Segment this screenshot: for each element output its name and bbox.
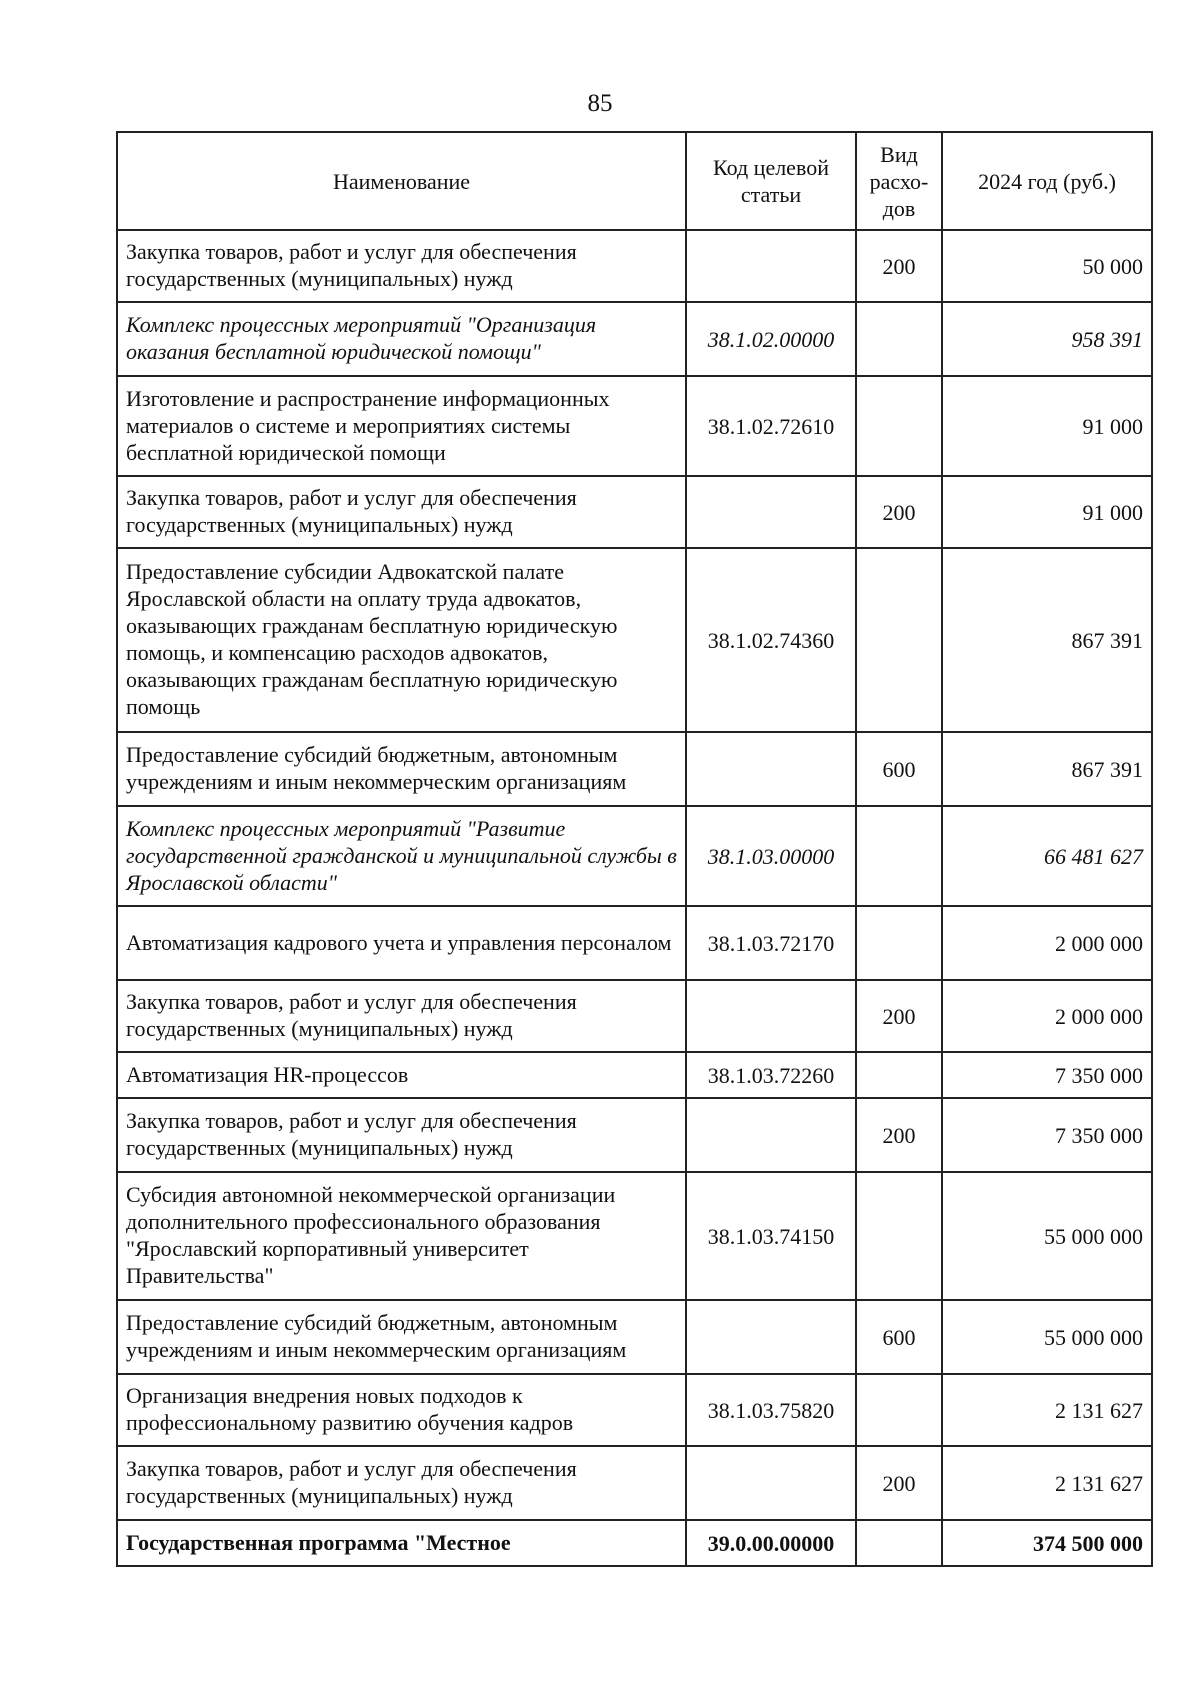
cell-type: 200	[856, 1098, 942, 1172]
cell-type	[856, 548, 942, 732]
cell-name: Предоставление субсидии Адвокатской палате Ярославской области на оплату труда адвокатов, оказывающих гражданам бесплатную юридическую помощь, и компенсацию расходов адвокатов, оказывающих гражданам бесплатную юридическую помощь	[117, 548, 686, 732]
table-row	[117, 376, 1152, 476]
cell-type	[856, 1374, 942, 1446]
cell-code: 38.1.03.74150	[686, 1172, 856, 1300]
cell-code: 38.1.03.72260	[686, 1052, 856, 1098]
cell-name: Предоставление субсидий бюджетным, автономным учреждениям и иным некоммерческим организациям	[117, 732, 686, 806]
page-number: 85	[587, 90, 613, 117]
header-code: Код целевой статьи	[686, 132, 856, 230]
cell-amount: 50 000	[942, 230, 1152, 302]
cell-name: Государственная программа "Местное	[117, 1520, 686, 1566]
cell-type: 200	[856, 476, 942, 548]
table-row	[117, 548, 1152, 732]
cell-name: Предоставление субсидий бюджетным, автономным учреждениям и иным некоммерческим организациям	[117, 1300, 686, 1374]
cell-amount: 958 391	[942, 302, 1152, 376]
table-row	[117, 980, 1152, 1052]
header-type: Вид расхо-дов	[856, 132, 942, 230]
table-row	[117, 806, 1152, 906]
cell-type	[856, 906, 942, 980]
cell-name: Закупка товаров, работ и услуг для обеспечения государственных (муниципальных) нужд	[117, 1098, 686, 1172]
cell-code	[686, 230, 856, 302]
cell-code	[686, 1098, 856, 1172]
cell-type: 200	[856, 1446, 942, 1520]
table-row	[117, 230, 1152, 302]
table-row	[117, 1520, 1152, 1566]
cell-code: 39.0.00.00000	[686, 1520, 856, 1566]
cell-amount: 2 000 000	[942, 980, 1152, 1052]
cell-code: 38.1.03.75820	[686, 1374, 856, 1446]
cell-type	[856, 1052, 942, 1098]
cell-code: 38.1.03.00000	[686, 806, 856, 906]
cell-code	[686, 1446, 856, 1520]
cell-name: Закупка товаров, работ и услуг для обеспечения государственных (муниципальных) нужд	[117, 476, 686, 548]
cell-code	[686, 476, 856, 548]
header-amount: 2024 год (руб.)	[942, 132, 1152, 230]
cell-type: 600	[856, 732, 942, 806]
cell-type: 600	[856, 1300, 942, 1374]
cell-type: 200	[856, 230, 942, 302]
cell-type	[856, 1520, 942, 1566]
cell-type	[856, 806, 942, 906]
cell-amount: 91 000	[942, 476, 1152, 548]
cell-type	[856, 302, 942, 376]
cell-code	[686, 732, 856, 806]
cell-amount: 91 000	[942, 376, 1152, 476]
table-row	[117, 1300, 1152, 1374]
table-row	[117, 732, 1152, 806]
budget-table	[116, 131, 1153, 1567]
cell-name: Автоматизация HR-процессов	[117, 1052, 686, 1098]
cell-name: Закупка товаров, работ и услуг для обеспечения государственных (муниципальных) нужд	[117, 1446, 686, 1520]
cell-amount: 2 000 000	[942, 906, 1152, 980]
cell-amount: 7 350 000	[942, 1052, 1152, 1098]
cell-amount: 867 391	[942, 548, 1152, 732]
table-header-row	[117, 132, 1152, 230]
cell-name: Комплекс процессных мероприятий "Организация оказания бесплатной юридической помощи"	[117, 302, 686, 376]
cell-amount: 55 000 000	[942, 1172, 1152, 1300]
cell-amount: 867 391	[942, 732, 1152, 806]
cell-amount: 374 500 000	[942, 1520, 1152, 1566]
cell-code	[686, 1300, 856, 1374]
cell-name: Изготовление и распространение информационных материалов о системе и мероприятиях системы бесплатной юридической помощи	[117, 376, 686, 476]
table-row	[117, 476, 1152, 548]
cell-code: 38.1.02.72610	[686, 376, 856, 476]
cell-type	[856, 1172, 942, 1300]
cell-type: 200	[856, 980, 942, 1052]
header-name: Наименование	[117, 132, 686, 230]
cell-amount: 55 000 000	[942, 1300, 1152, 1374]
table-row	[117, 1172, 1152, 1300]
cell-name: Закупка товаров, работ и услуг для обеспечения государственных (муниципальных) нужд	[117, 230, 686, 302]
cell-amount: 66 481 627	[942, 806, 1152, 906]
table-row	[117, 302, 1152, 376]
cell-code: 38.1.03.72170	[686, 906, 856, 980]
cell-name: Субсидия автономной некоммерческой организации дополнительного профессионального образования "Ярославский корпоративный университет Правительства"	[117, 1172, 686, 1300]
cell-name: Комплекс процессных мероприятий "Развитие государственной гражданской и муниципальной службы в Ярославской области"	[117, 806, 686, 906]
cell-code: 38.1.02.74360	[686, 548, 856, 732]
table-row	[117, 1446, 1152, 1520]
table-row	[117, 1374, 1152, 1446]
table-row	[117, 906, 1152, 980]
cell-amount: 2 131 627	[942, 1374, 1152, 1446]
cell-code	[686, 980, 856, 1052]
table-body	[117, 230, 1152, 1566]
cell-amount: 7 350 000	[942, 1098, 1152, 1172]
table-row	[117, 1052, 1152, 1098]
cell-amount: 2 131 627	[942, 1446, 1152, 1520]
cell-code: 38.1.02.00000	[686, 302, 856, 376]
cell-type	[856, 376, 942, 476]
cell-name: Автоматизация кадрового учета и управления персоналом	[117, 906, 686, 980]
cell-name: Организация внедрения новых подходов к профессиональному развитию обучения кадров	[117, 1374, 686, 1446]
table-row	[117, 1098, 1152, 1172]
cell-name: Закупка товаров, работ и услуг для обеспечения государственных (муниципальных) нужд	[117, 980, 686, 1052]
